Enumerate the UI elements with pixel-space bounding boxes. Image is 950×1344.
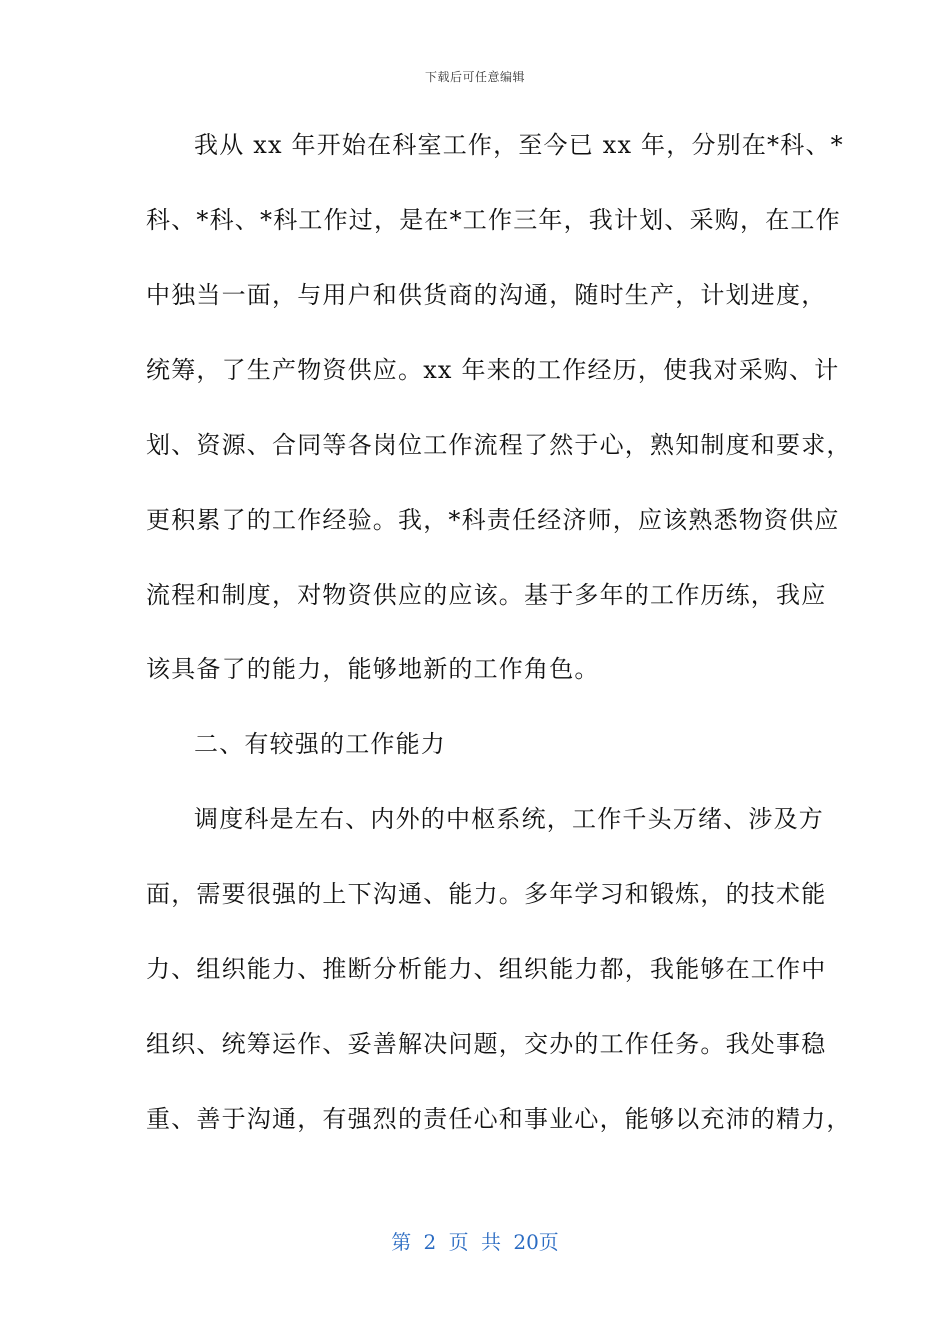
paragraph-line: 力、组织能力、推断分析能力、组织能力都，我能够在工作中 xyxy=(146,955,827,983)
header-note: 下载后可任意编辑 xyxy=(424,70,525,84)
paragraph-line: 科、*科、*科工作过，是在*工作三年，我计划、采购，在工作 xyxy=(146,206,841,234)
paragraph-line: 更积累了的工作经验。我，*科责任经济师，应该熟悉物资供应 xyxy=(146,506,840,534)
paragraph-line: 流程和制度，对物资供应的应该。基于多年的工作历练，我应 xyxy=(146,581,827,609)
paragraph-line: 统筹，了生产物资供应。xx 年来的工作经历，使我对采购、计 xyxy=(146,356,840,384)
paragraph-line: 重、善于沟通，有强烈的责任心和事业心，能够以充沛的精力， xyxy=(146,1105,852,1133)
section-heading: 二、有较强的工作能力 xyxy=(194,730,446,758)
paragraph-line: 调度科是左右、内外的中枢系统，工作千头万绪、涉及方 xyxy=(194,805,824,833)
paragraph-line: 中独当一面，与用户和供货商的沟通，随时生产，计划进度， xyxy=(146,281,827,309)
page-number: 第 2 页 共 20页 xyxy=(391,1230,559,1254)
paragraph-line: 组织、统筹运作、妥善解决问题，交办的工作任务。我处事稳 xyxy=(146,1030,827,1058)
paragraph-line: 面，需要很强的上下沟通、能力。多年学习和锻炼，的技术能 xyxy=(146,880,827,908)
paragraph-line: 划、资源、合同等各岗位工作流程了然于心，熟知制度和要求， xyxy=(146,431,852,459)
paragraph-line: 该具备了的能力，能够地新的工作角色。 xyxy=(146,655,600,683)
paragraph-line: 我从 xx 年开始在科室工作，至今已 xx 年，分别在*科、* xyxy=(194,131,844,159)
